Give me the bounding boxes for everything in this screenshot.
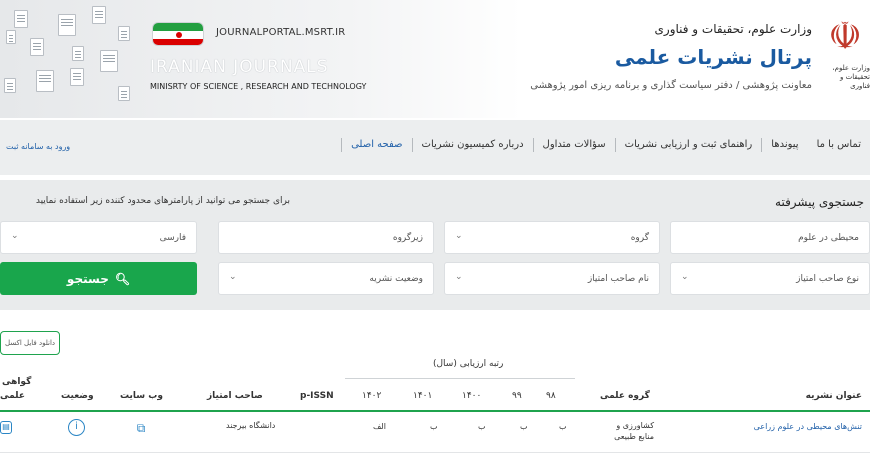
col-year-1401: ۱۴۰۱ bbox=[413, 391, 433, 401]
col-year-99: ۹۹ bbox=[512, 391, 522, 401]
col-year-1400: ۱۴۰۰ bbox=[462, 391, 482, 401]
language-value: فارسی bbox=[159, 233, 186, 243]
journal-group: کشاورزی و منابع طبیعی bbox=[614, 421, 654, 441]
owner-name-placeholder: نام صاحب امتیاز bbox=[587, 274, 649, 284]
subgroup-select[interactable] bbox=[218, 221, 434, 254]
brand-subtitle: MINISRTY OF SCIENCE , RESEARCH AND TECHNOLOGY bbox=[150, 82, 367, 91]
subject-area-value: محیطی در علوم bbox=[798, 233, 859, 243]
subgroup-placeholder: زیرگروه bbox=[392, 233, 423, 243]
col-status: وضعیت bbox=[61, 391, 94, 401]
nav-item-home[interactable]: صفحه اصلی bbox=[341, 138, 411, 152]
col-certificate-line2: علمی bbox=[0, 391, 25, 401]
certificate-icon[interactable]: ▤ bbox=[0, 421, 12, 434]
nav-item-links[interactable]: پیوندها bbox=[761, 138, 807, 152]
owner-name-select[interactable] bbox=[444, 262, 660, 295]
rank-1402: الف bbox=[373, 422, 386, 431]
language-select[interactable] bbox=[0, 221, 197, 254]
journal-status-select[interactable] bbox=[218, 262, 434, 295]
table-row-divider bbox=[0, 452, 870, 453]
brand-title: IRANIAN JOURNALS bbox=[150, 57, 329, 77]
chevron-down-icon: ⌄ bbox=[455, 272, 463, 282]
rank-1401: ب bbox=[430, 422, 438, 431]
col-owner: صاحب امتیاز bbox=[207, 391, 263, 401]
chevron-down-icon: ⌄ bbox=[681, 272, 689, 282]
rank-1400: ب bbox=[478, 422, 486, 431]
search-button[interactable] bbox=[0, 262, 197, 295]
external-link-icon[interactable]: ⧉ bbox=[136, 421, 146, 435]
chevron-down-icon: ⌄ bbox=[229, 272, 237, 282]
rank-header: رتبه ارزیابی (سال) bbox=[433, 359, 504, 369]
ministry-name: وزارت علوم، تحقیقات و فناوری bbox=[654, 22, 812, 36]
col-year-98: ۹۸ bbox=[546, 391, 556, 401]
iran-emblem-icon: ☫ bbox=[828, 14, 863, 58]
info-icon[interactable]: i bbox=[68, 419, 85, 436]
table-header-divider bbox=[0, 410, 870, 412]
main-navigation bbox=[0, 120, 870, 175]
rank-98: ب bbox=[559, 422, 567, 431]
journal-owner: دانشگاه بیرجند bbox=[226, 421, 276, 430]
portal-subtitle: معاونت پژوهشی / دفتر سیاست گذاری و برنامه ریزی امور پژوهشی bbox=[530, 80, 812, 91]
owner-type-placeholder: نوع صاحب امتیاز bbox=[796, 274, 859, 284]
col-pissn: p-ISSN bbox=[300, 391, 334, 401]
journal-status-placeholder: وضعیت نشریه bbox=[369, 274, 423, 284]
advanced-search-panel bbox=[0, 180, 870, 310]
rank-99: ب bbox=[520, 422, 528, 431]
nav-item-contact[interactable]: تماس با ما bbox=[816, 139, 861, 150]
nav-item-guide[interactable]: راهنمای ثبت و ارزیابی نشریات bbox=[615, 138, 762, 152]
group-placeholder: گروه bbox=[630, 233, 649, 243]
nav-item-about[interactable]: درباره کمیسیون نشریات bbox=[412, 138, 533, 152]
journal-title-link[interactable]: تنش‌های محیطی در علوم زراعی bbox=[753, 422, 862, 431]
owner-type-select[interactable] bbox=[670, 262, 870, 295]
group-select[interactable] bbox=[444, 221, 660, 254]
documents-illustration bbox=[0, 0, 150, 118]
site-header bbox=[0, 0, 870, 118]
rank-divider bbox=[345, 378, 575, 379]
search-button-label: جستجو bbox=[66, 271, 109, 286]
login-link[interactable]: ورود به سامانه ثبت bbox=[6, 142, 71, 151]
subject-area-select[interactable] bbox=[670, 221, 870, 254]
search-hint: برای جستجو می توانید از پارامترهای محدود کننده زیر استفاده نمایید bbox=[35, 196, 290, 206]
iran-flag-icon bbox=[152, 22, 204, 46]
search-icon: 🔍︎ bbox=[114, 271, 131, 286]
ministry-logo[interactable] bbox=[820, 12, 870, 97]
page-title[interactable]: پرتال نشریات علمی bbox=[614, 45, 812, 69]
col-certificate: گواهی bbox=[2, 377, 32, 387]
chevron-down-icon: ⌄ bbox=[11, 231, 19, 241]
chevron-down-icon: ⌄ bbox=[455, 231, 463, 241]
emblem-text: وزارت علوم، تحقیقات و فناوری bbox=[832, 64, 870, 90]
search-title: جستجوی پیشرفته bbox=[775, 195, 864, 209]
col-group[interactable]: گروه علمی bbox=[600, 391, 650, 401]
col-title[interactable]: عنوان نشریه bbox=[805, 391, 862, 401]
download-excel-button[interactable]: دانلود فایل اکسل bbox=[0, 331, 60, 355]
col-website: وب سایت bbox=[120, 391, 163, 401]
nav-menu bbox=[341, 138, 870, 152]
portal-url[interactable]: JOURNALPORTAL.MSRT.IR bbox=[216, 27, 346, 38]
nav-item-faq[interactable]: سؤالات متداول bbox=[533, 138, 615, 152]
col-year-1402: ۱۴۰۲ bbox=[362, 391, 382, 401]
